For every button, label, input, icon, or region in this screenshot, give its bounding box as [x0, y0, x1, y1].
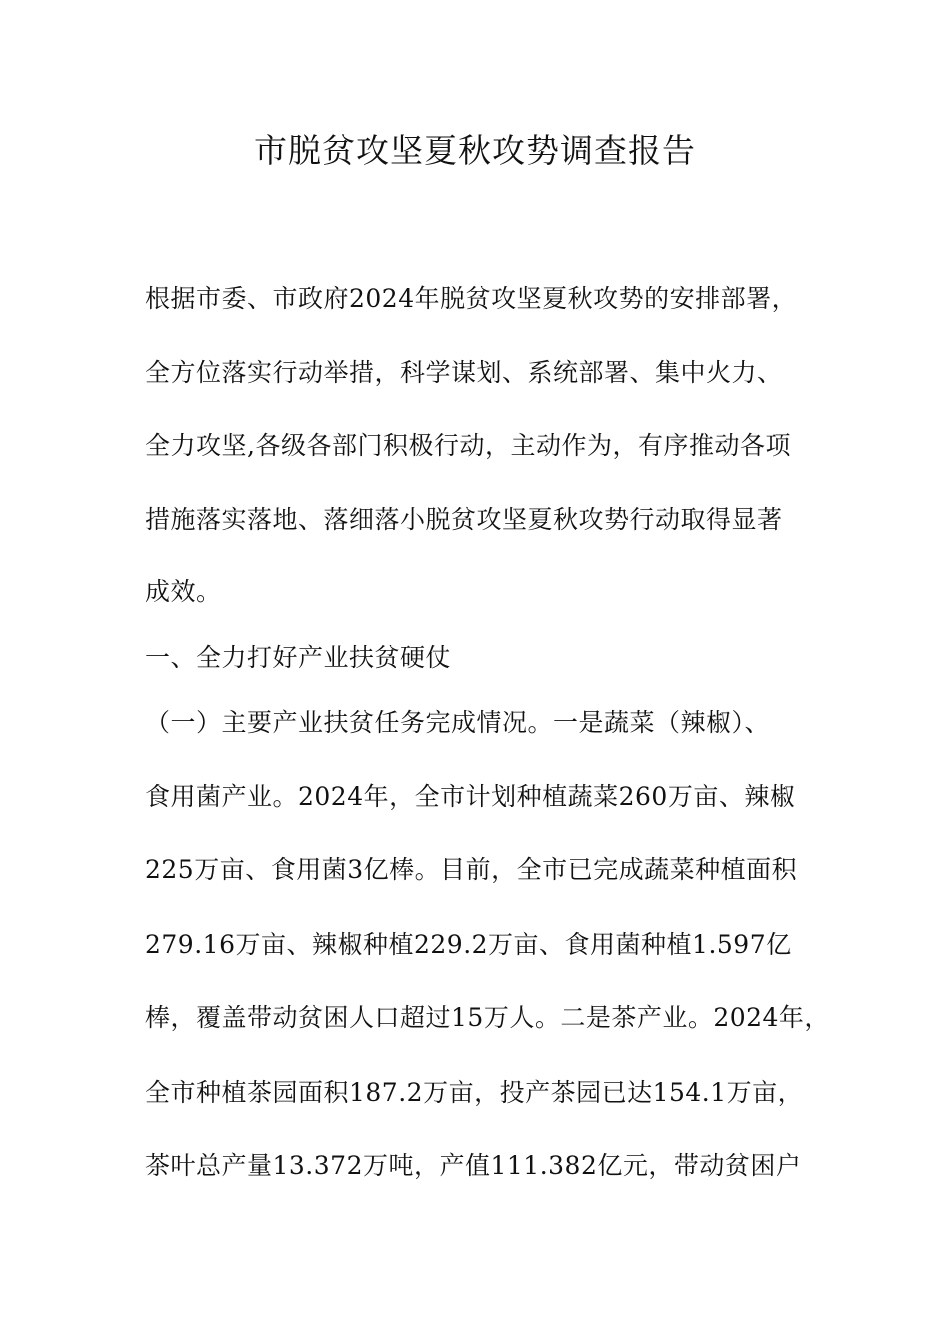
body-line: 根据市委、市政府2024年脱贫攻坚夏秋攻势的安排部署， — [145, 284, 798, 313]
body-line: 全市种植茶园面积187.2万亩，投产茶园已达154.1万亩， — [145, 1078, 804, 1107]
body-line: 成效。 — [145, 577, 222, 606]
body-line: 食用菌产业。2024年，全市计划种植蔬菜260万亩、辣椒 — [145, 782, 796, 811]
body-line: 棒，覆盖带动贫困人口超过15万人。二是茶产业。2024年， — [145, 1003, 830, 1032]
body-line: 全力攻坚,各级各部门积极行动，主动作为，有序推动各项 — [145, 431, 791, 460]
section-heading: 一、全力打好产业扶贫硬仗 — [145, 643, 452, 672]
body-line: 措施落实落地、落细落小脱贫攻坚夏秋攻势行动取得显著 — [145, 505, 783, 534]
document-title: 市脱贫攻坚夏秋攻势调查报告 — [254, 131, 696, 170]
body-line: 225万亩、食用菌3亿棒。目前，全市已完成蔬菜种植面积 — [145, 855, 798, 884]
body-line: 茶叶总产量13.372万吨，产值111.382亿元，带动贫困户 — [145, 1151, 802, 1180]
subsection-line: （一）主要产业扶贫任务完成情况。一是蔬菜（辣椒）、 — [145, 708, 771, 737]
body-line: 279.16万亩、辣椒种植229.2万亩、食用菌种植1.597亿 — [145, 930, 792, 959]
body-line: 全方位落实行动举措，科学谋划、系统部署、集中火力、 — [145, 358, 783, 387]
